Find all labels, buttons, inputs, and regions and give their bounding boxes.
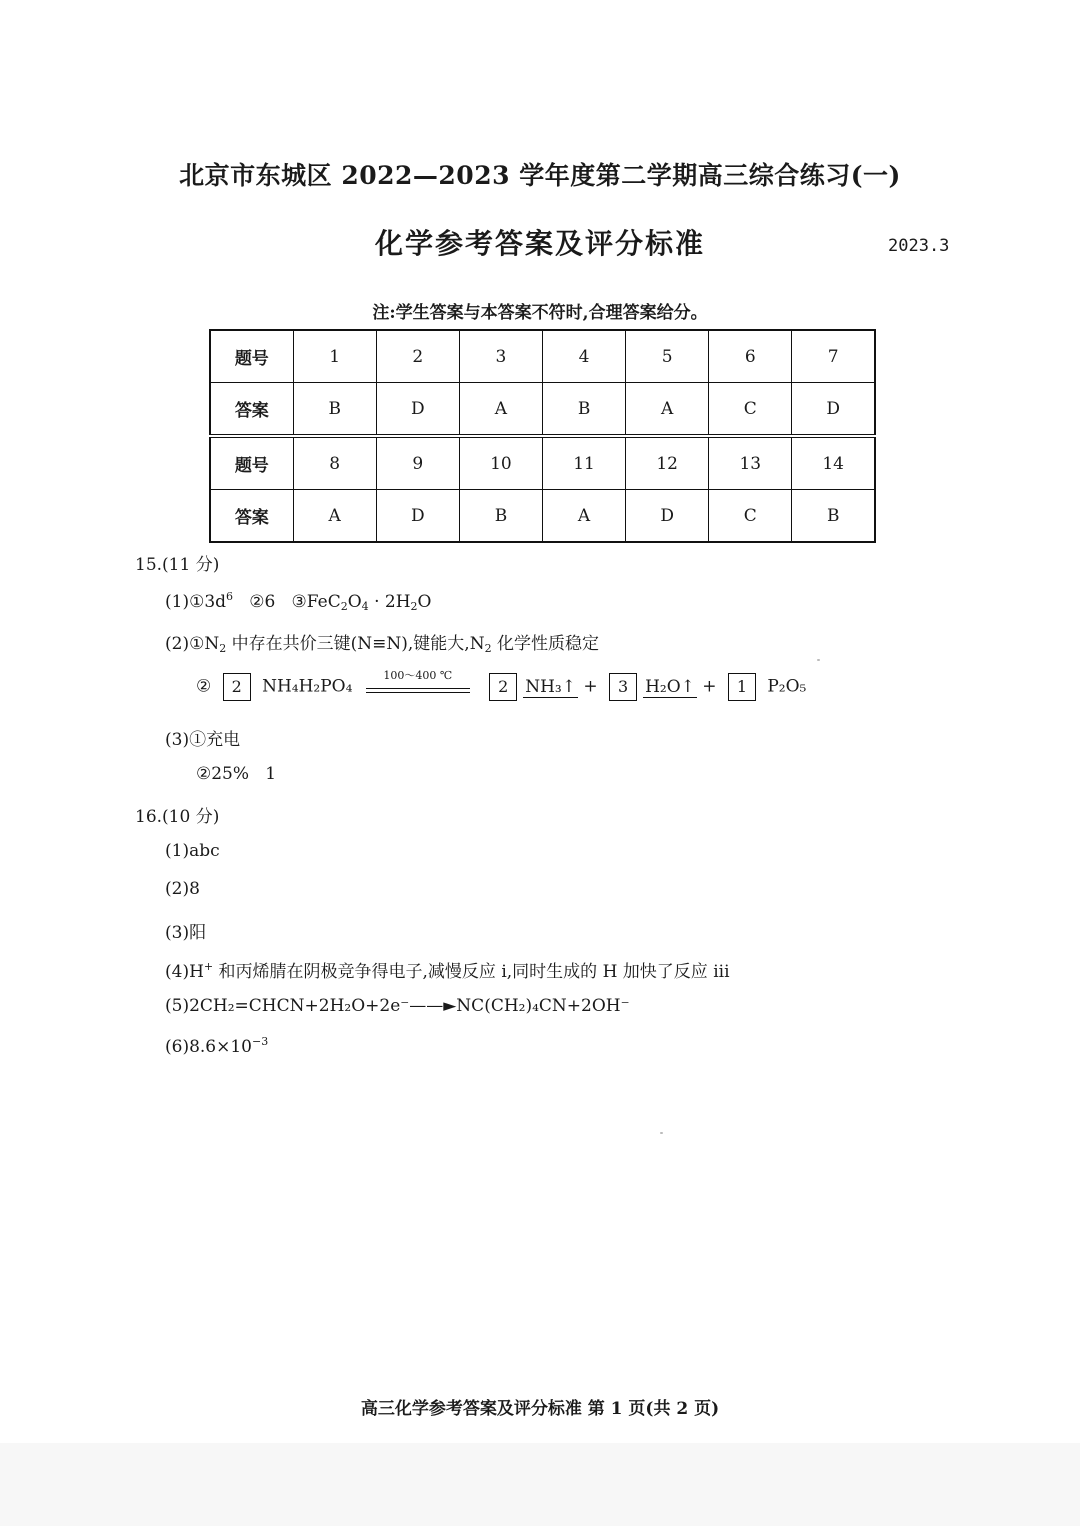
q16-answer5: (5)2CH₂=CHCN+2H₂O+2e⁻——►NC(CH₂)₄CN+2OH⁻ <box>165 996 630 1016</box>
q15-part2-label: (2) <box>165 634 190 654</box>
superscript: −3 <box>252 1035 269 1048</box>
scan-speck <box>660 1132 663 1134</box>
q16-answer3: (3)阳 <box>165 923 207 943</box>
question-number: 2 <box>376 330 459 383</box>
answer-cell: D <box>376 490 459 543</box>
product-p2o5: P₂O₅ <box>767 676 807 697</box>
q15-part3-answer1 <box>165 725 240 750</box>
table-row <box>210 436 875 490</box>
table-row <box>210 330 875 383</box>
answer-cell: A <box>293 490 376 543</box>
text-span: ③FeC <box>291 592 341 612</box>
question-number: 3 <box>459 330 542 383</box>
q16-answer6 <box>165 1035 268 1057</box>
question-number: 14 <box>792 436 875 490</box>
row-label-answer: 答案 <box>210 490 293 543</box>
multiple-choice-answer-table <box>209 329 876 543</box>
question-number: 11 <box>543 436 626 490</box>
text-span: ①充电 <box>189 730 241 750</box>
text-span: O <box>347 592 362 612</box>
page-footer: 高三化学参考答案及评分标准 第 1 页(共 2 页) <box>360 1399 720 1419</box>
question-number: 6 <box>709 330 792 383</box>
answer-cell: D <box>792 383 875 437</box>
answer-cell: A <box>626 383 709 437</box>
text-span: 1 <box>265 764 277 784</box>
text-span: O <box>417 592 432 612</box>
row-label-answer: 答案 <box>210 383 293 437</box>
reaction-condition: 100～400 ℃ <box>383 669 453 682</box>
text-span: 中存在共价三键(N≡N),键能大,N <box>226 634 485 654</box>
question-number: 10 <box>459 436 542 490</box>
q15-part1-answer1 <box>189 592 233 612</box>
q16-answer1: (1)abc <box>165 841 220 861</box>
answer-cell: B <box>293 383 376 437</box>
q15-heading: 15.(11 分) <box>135 555 220 575</box>
text-span: (4)H <box>165 962 204 982</box>
coefficient-box: 2 <box>489 673 517 701</box>
page-title: 北京市东城区 2022—2023 学年度第二学期高三综合练习(一) <box>179 161 901 190</box>
product-ammonia: NH₃↑ <box>525 676 576 697</box>
scan-speck <box>817 659 820 661</box>
text-span: 和丙烯腈在阴极竞争得电子,减慢反应 i,同时生成的 H 加快了反应 iii <box>213 962 730 982</box>
table-row <box>210 490 875 543</box>
product-water: H₂O↑ <box>645 676 695 697</box>
text-span: ①N <box>189 634 220 654</box>
row-label-question: 题号 <box>210 330 293 383</box>
answer-cell: A <box>543 490 626 543</box>
q16-heading: 16.(10 分) <box>135 807 220 827</box>
subscript: 2 <box>340 600 348 613</box>
coefficient-box: 3 <box>609 673 637 701</box>
subscript: 2 <box>484 642 492 655</box>
text-span: 化学性质稳定 <box>491 634 599 654</box>
subscript: 2 <box>410 600 418 613</box>
text-span: ①3d <box>189 592 227 612</box>
coefficient-box: 2 <box>223 673 251 701</box>
equation-label: ② <box>196 676 212 697</box>
q15-part1 <box>165 590 431 613</box>
scan-bottom-margin <box>0 1443 1080 1526</box>
plus-sign: + <box>583 676 598 697</box>
question-number: 12 <box>626 436 709 490</box>
subscript: 2 <box>219 642 227 655</box>
grading-note: 注:学生答案与本答案不符时,合理答案给分。 <box>372 303 708 323</box>
question-number: 9 <box>376 436 459 490</box>
text-span: ②25% <box>196 764 250 784</box>
answer-cell: C <box>709 383 792 437</box>
coefficient-box: 1 <box>728 673 756 701</box>
reaction-arrow-icon <box>366 669 470 701</box>
superscript: + <box>203 960 214 973</box>
q15-part1-answer3 <box>292 592 432 612</box>
q15-part1-answer2: ②6 <box>249 592 276 612</box>
question-number: 7 <box>792 330 875 383</box>
document-date: 2023.3 <box>888 236 950 256</box>
q15-part3-answer2 <box>196 764 276 784</box>
question-number: 4 <box>543 330 626 383</box>
q15-part1-label: (1) <box>165 592 190 612</box>
text-span: · 2H <box>368 592 411 612</box>
plus-sign: + <box>702 676 717 697</box>
q15-part3-label: (3) <box>165 730 190 750</box>
answer-cell: C <box>709 490 792 543</box>
question-number: 8 <box>293 436 376 490</box>
text-span: (6)8.6×10 <box>165 1037 252 1057</box>
row-label-question: 题号 <box>210 436 293 490</box>
superscript: 6 <box>226 590 234 603</box>
answer-cell: B <box>792 490 875 543</box>
subscript: 4 <box>361 600 369 613</box>
q15-balanced-equation <box>196 669 807 701</box>
q16-answer4 <box>165 957 730 982</box>
table-row <box>210 383 875 437</box>
answer-cell: A <box>459 383 542 437</box>
question-number: 5 <box>626 330 709 383</box>
answer-cell: D <box>376 383 459 437</box>
q16-answer2: (2)8 <box>165 879 200 899</box>
reactant: NH₄H₂PO₄ <box>262 676 353 697</box>
page-subtitle: 化学参考答案及评分标准 <box>374 227 705 260</box>
question-number: 1 <box>293 330 376 383</box>
question-number: 13 <box>709 436 792 490</box>
answer-cell: D <box>626 490 709 543</box>
answer-cell: B <box>459 490 542 543</box>
answer-cell: B <box>543 383 626 437</box>
q15-part2-answer1 <box>165 629 599 655</box>
